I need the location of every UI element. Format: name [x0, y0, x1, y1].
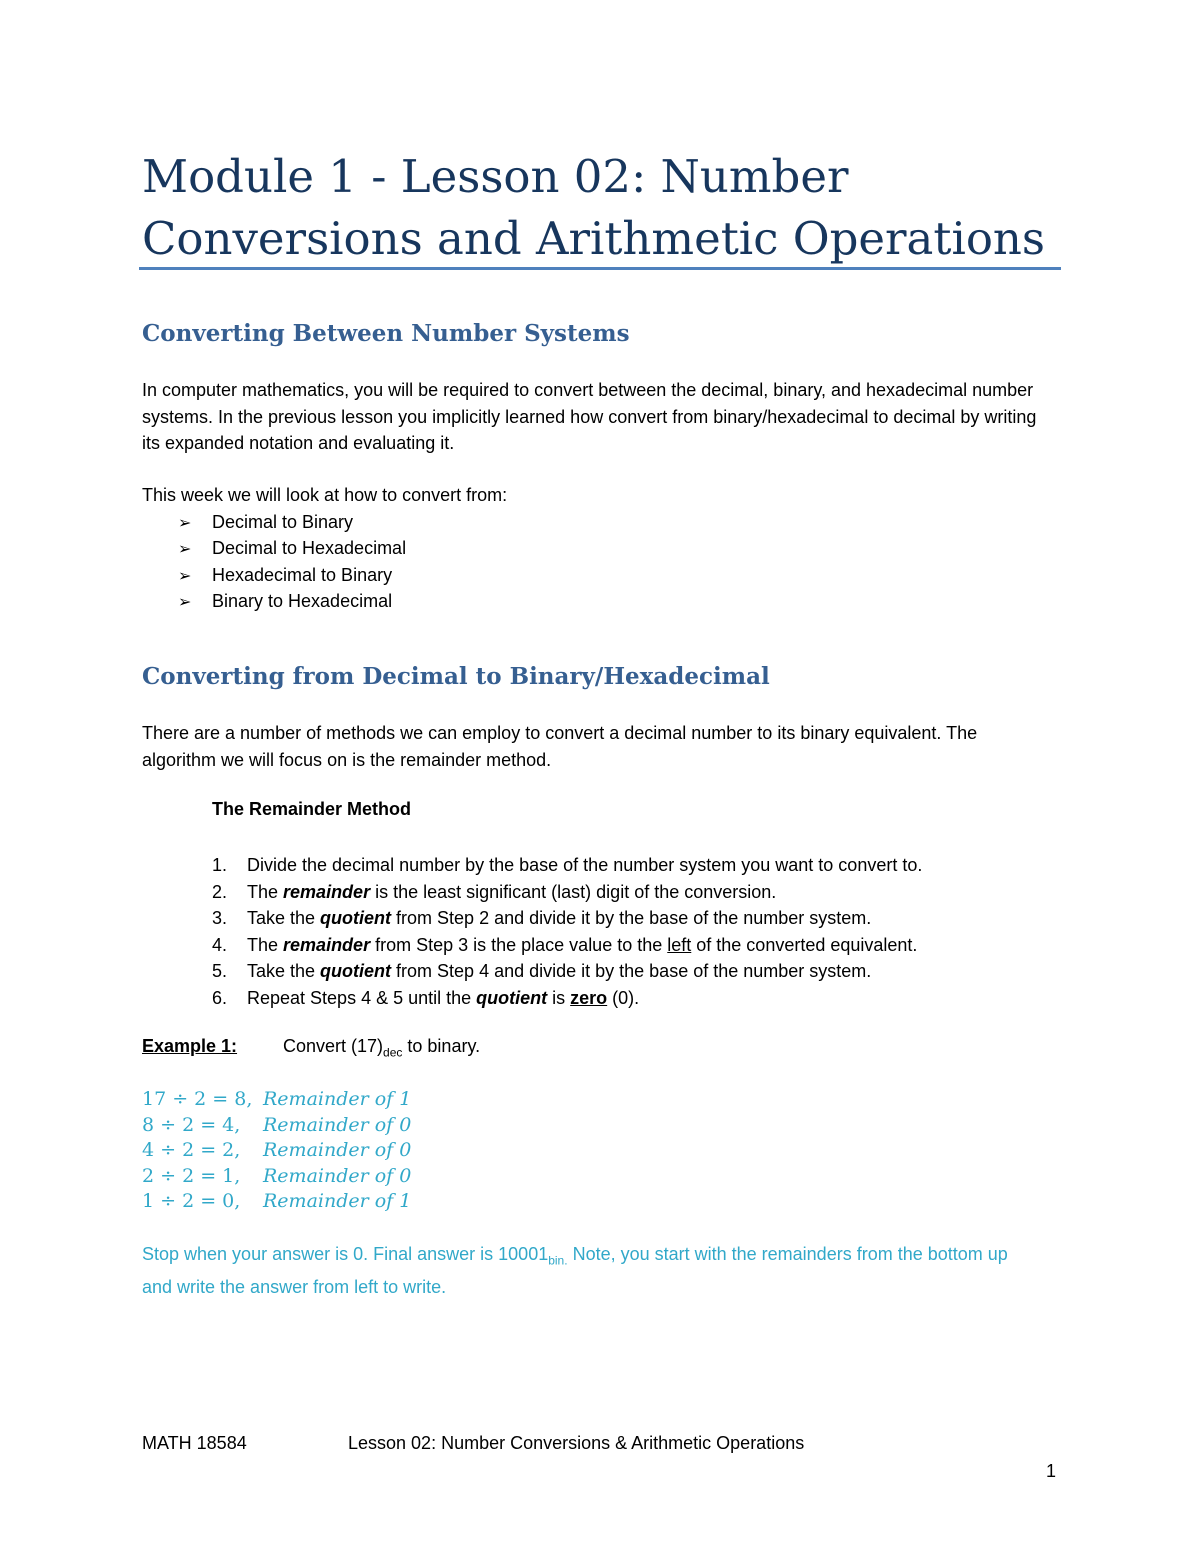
intro-paragraph: In computer mathematics, you will be required to convert between the decimal, binary, and hexadecimal number systems. In the previous lesson you implicitly learned how convert from binary/hexadecimal to decimal by writing its expanded notation and evaluating it.: [142, 380, 1037, 453]
page-number: 1: [1046, 1461, 1057, 1481]
division-row: 4 ÷ 2 = 2, Remainder of 0: [142, 1139, 412, 1161]
division-row: 17 ÷ 2 = 8, Remainder of 1: [142, 1088, 412, 1110]
list-item: ➢ Hexadecimal to Binary: [178, 562, 406, 588]
step-item: 3. Take the quotient from Step 2 and divide it by the base of the number system.: [212, 908, 872, 928]
example-1: Example 1: Convert $(17)_{dec}$ to binary.: [142, 1036, 481, 1060]
remainder-steps: [212, 852, 922, 1011]
step-item: 4. The remainder from Step 3 is the place value to the left of the converted equivalent.: [212, 934, 918, 955]
arrow-bullet-icon: ➢: [178, 567, 192, 585]
remainder-method-heading: The Remainder Method: [212, 799, 412, 819]
step-item: 1. Divide the decimal number by the base of the number system you want to convert to.: [212, 855, 923, 875]
footer-title: Lesson 02: Number Conversions & Arithmetic Operations: [348, 1433, 805, 1453]
page-title: Module 1 - Lesson 02: Number Conversions and Arithmetic Operations: [142, 150, 1046, 265]
answer-note: Stop when your answer is 0. Final answer is $10001_{bin.}$ Note, you start with the remainders from the bottom up and write the answer from left to write.: [142, 1244, 1008, 1298]
arrow-bullet-icon: ➢: [178, 515, 192, 532]
section-heading-number-systems: Converting Between Number Systems: [142, 320, 630, 347]
example-label: Example 1:: [142, 1036, 238, 1056]
page-footer: [142, 1433, 804, 1454]
list-item: ➢ Decimal to Hexadecimal: [178, 535, 406, 561]
list-item: ➢ Binary to Hexadecimal: [178, 588, 406, 614]
division-work: [142, 1087, 411, 1215]
division-row: 2 ÷ 2 = 1, Remainder of 0: [142, 1164, 412, 1187]
step-item: 6. Repeat Steps 4 & 5 until the quotient is zero (0).: [212, 987, 640, 1008]
section-heading-decimal-conversion: Converting from Decimal to Binary/Hexadecimal: [142, 663, 770, 690]
list-intro: This week we will look at how to convert from:: [142, 485, 508, 505]
step-item: 5. Take the quotient from Step 4 and divide it by the base of the number system.: [212, 961, 872, 981]
step-item: 2. The remainder is the least significant (last) digit of the conversion.: [212, 881, 777, 902]
division-row: 8 ÷ 2 = 4, Remainder of 0: [142, 1113, 412, 1136]
conversion-list: [178, 509, 406, 614]
footer-course: MATH 18584: [142, 1433, 247, 1453]
arrow-bullet-icon: ➢: [178, 593, 192, 611]
division-row: 1 ÷ 2 = 0, Remainder of 1: [142, 1190, 412, 1212]
list-item: ➢ Decimal to Binary: [178, 509, 406, 535]
methods-paragraph: There are a number of methods we can employ to convert a decimal number to its binary equivalent. The algorithm we will focus on is the remainder method.: [142, 723, 978, 770]
title-underline: [139, 267, 1061, 270]
arrow-bullet-icon: ➢: [178, 541, 192, 559]
